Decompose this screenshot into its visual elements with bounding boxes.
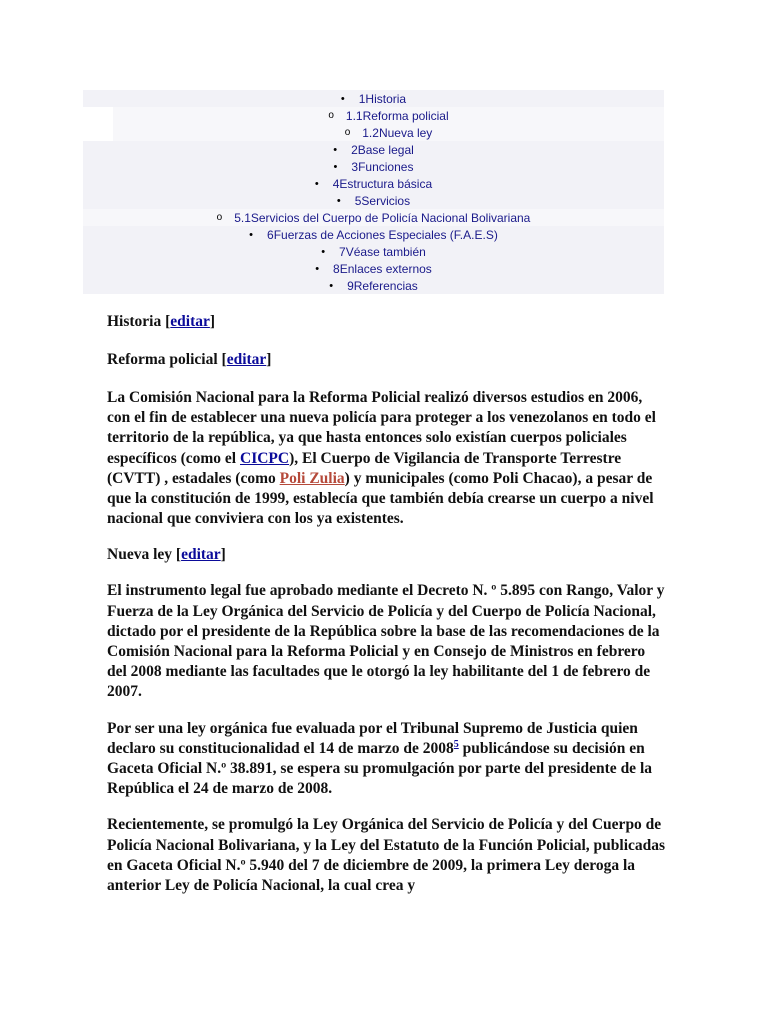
- bullet: •: [321, 245, 326, 258]
- reference-link[interactable]: 5: [453, 738, 459, 750]
- paragraph-text: La Comisión Nacional para la Reforma Policial realizó diversos estudios en 2006, con el fin de establecer una nueva policía para proteger a los venezolanos en todo el territorio de la república, ya que hasta entonces solo existían cuerpos policiales específicos (como el: [107, 389, 656, 467]
- paragraph-decreto: El instrumento legal fue aprobado mediante el Decreto N. º 5.895 con Rango, Valor y Fuerza de la Ley Orgánica del Servicio de Policía y del Cuerpo de Policía Nacional, dictado por el presidente de la República sobre la base de las recomendaciones de la Comisión Nacional para la Reforma Policial y en Consejo de Ministros en febrero del 2008 mediante las facultades que le otorgó la ley habilitante del 1 de febrero de 2007.: [107, 582, 665, 701]
- toc-label[interactable]: Servicios del Cuerpo de Policía Nacional Bolivariana: [250, 210, 531, 225]
- toc-item-servicios[interactable]: [83, 192, 664, 209]
- paragraph-text: publicándose su decisión en Gaceta Oficial N.º 38.891, se espera su promulgación por parte del presidente de la República el 24 de marzo de 2008.: [107, 739, 652, 798]
- toc-number: 5: [354, 193, 362, 208]
- toc-label[interactable]: Base legal: [357, 142, 414, 157]
- toc-label[interactable]: Referencias: [353, 278, 418, 293]
- heading-text: Reforma policial: [107, 351, 218, 368]
- toc-item-faes[interactable]: [83, 226, 664, 243]
- bullet: •: [333, 143, 338, 156]
- paragraph-promulgacion: Recientemente, se promulgó la Ley Orgánica del Servicio de Policía y del Cuerpo de Policía Nacional Bolivariana, y la Ley del Estatuto de la Función Policial, publicadas en Gaceta Oficial N.º 5.940 del 7 de diciembre de 2009, la primera Ley deroga la anterior Ley de Policía Nacional, la cual crea y: [107, 816, 666, 895]
- toc-number: 7: [339, 244, 346, 259]
- cicpc-link[interactable]: CICPC: [240, 449, 290, 467]
- bullet: •: [333, 160, 338, 173]
- toc-number: 5.1: [234, 210, 251, 225]
- toc-label[interactable]: Funciones: [358, 159, 414, 174]
- bullet: •: [329, 279, 334, 292]
- toc-label[interactable]: Historia: [365, 91, 407, 106]
- bullet: •: [249, 228, 254, 241]
- toc-number: 1.2: [362, 125, 379, 140]
- toc-number: 8: [333, 261, 340, 276]
- toc-number: 2: [351, 142, 358, 157]
- sub-bullet: o: [216, 212, 223, 223]
- toc-label[interactable]: Fuerzas de Acciones Especiales (F.A.E.S): [273, 227, 498, 242]
- toc-item-referencias[interactable]: [83, 277, 664, 294]
- article-content: [107, 312, 667, 912]
- paragraph-text: ) y municipales (como Poli Chacao), a pesar de que la constitución de 1999, establecía que también debía crearse un cuerpo a nivel nacional que conviviera con los ya existentes.: [107, 469, 654, 528]
- paragraph-reforma: [107, 388, 667, 529]
- toc-item-estructura-basica[interactable]: [83, 175, 664, 192]
- toc-number: 4: [332, 176, 340, 191]
- bullet: •: [336, 194, 341, 207]
- edit-link[interactable]: editar: [226, 351, 267, 368]
- toc-item-enlaces-externos[interactable]: [83, 260, 664, 277]
- edit-link[interactable]: editar: [181, 546, 221, 564]
- heading-text: Historia: [107, 313, 162, 330]
- bullet: •: [315, 262, 320, 275]
- toc-number: 9: [347, 278, 354, 293]
- toc-number: 1.1: [345, 108, 363, 123]
- toc-label[interactable]: Servicios: [361, 193, 411, 208]
- toc-item-servicios-cpnb[interactable]: [83, 209, 664, 226]
- toc-number: 1: [358, 91, 366, 106]
- toc-label[interactable]: Véase también: [345, 244, 426, 259]
- toc-label[interactable]: Estructura básica: [339, 176, 433, 191]
- table-of-contents: [83, 90, 664, 294]
- toc-item-historia[interactable]: [83, 90, 664, 107]
- sub-bullet: o: [344, 127, 351, 138]
- edit-link[interactable]: editar: [170, 313, 210, 330]
- paragraph-tribunal: [107, 719, 667, 800]
- bullet: •: [314, 177, 319, 190]
- section-heading-historia: Historia [editar]: [107, 313, 216, 330]
- toc-label[interactable]: Nueva ley: [378, 125, 433, 140]
- poli-zulia-link[interactable]: Poli Zulia: [279, 469, 345, 487]
- heading-text: Nueva ley: [107, 546, 173, 564]
- section-heading-nueva-ley: Nueva ley [editar]: [107, 546, 226, 564]
- toc-item-reforma-policial[interactable]: [113, 107, 664, 124]
- toc-label[interactable]: Enlaces externos: [339, 261, 432, 276]
- section-heading-reforma-policial: Reforma policial [editar]: [107, 351, 272, 368]
- bullet: •: [340, 92, 345, 105]
- toc-label[interactable]: Reforma policial: [362, 108, 449, 123]
- toc-item-funciones[interactable]: [83, 158, 664, 175]
- toc-number: 3: [351, 159, 359, 174]
- toc-item-nueva-ley[interactable]: [113, 124, 664, 141]
- toc-item-base-legal[interactable]: [83, 141, 664, 158]
- toc-number: 6: [267, 227, 274, 242]
- paragraph-text: ), El Cuerpo de Vigilancia de Transporte Terrestre (CVTT) , estadales (como: [107, 449, 622, 487]
- sub-bullet: o: [328, 110, 334, 121]
- toc-item-vease-tambien[interactable]: [83, 243, 664, 260]
- paragraph-text: Por ser una ley orgánica fue evaluada por el Tribunal Supremo de Justicia quien declaro su constitucionalidad el 14 de marzo de 2008: [107, 719, 638, 757]
